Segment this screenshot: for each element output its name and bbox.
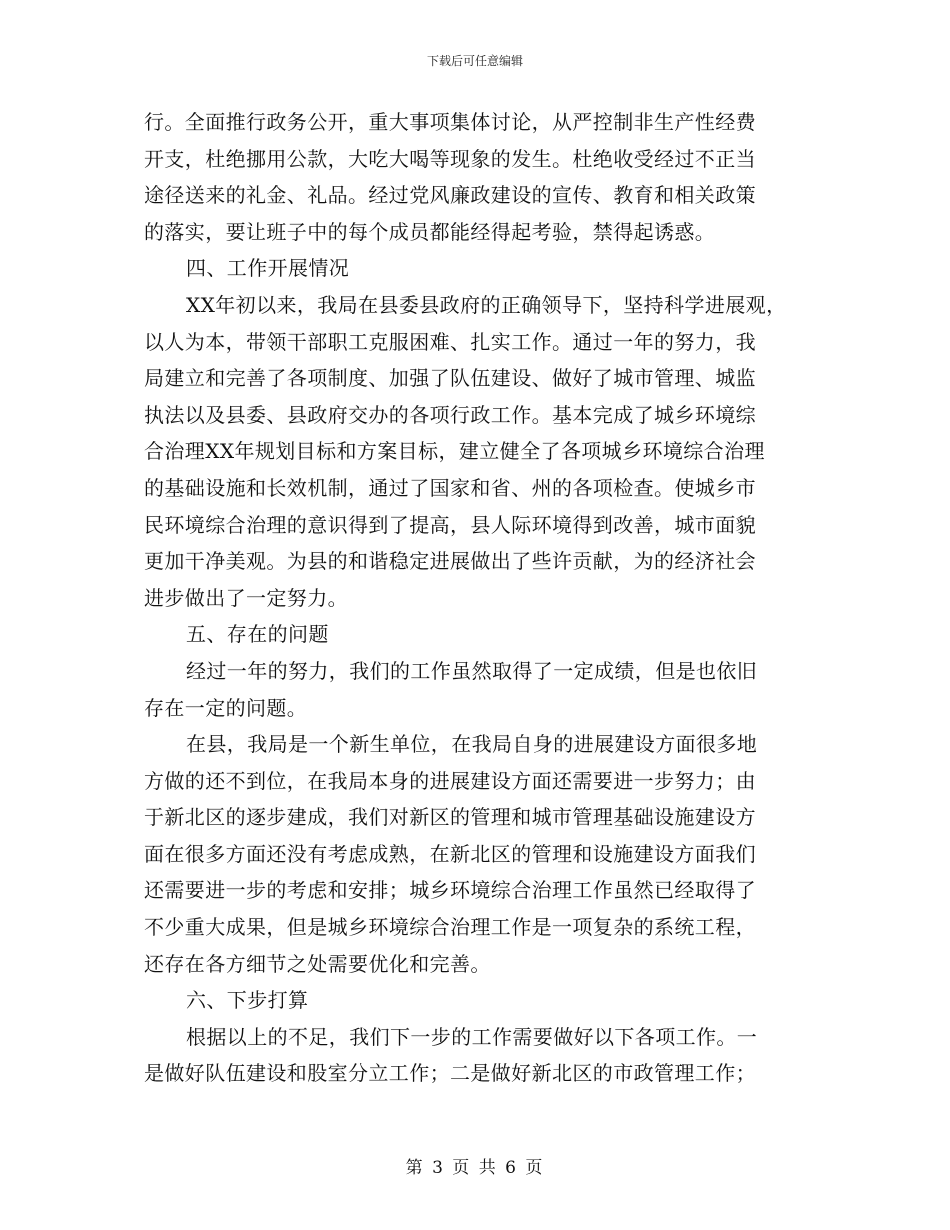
paragraph-line: 开支，杜绝挪用公款，大吃大喝等现象的发生。杜绝收受经过不正当 (144, 146, 756, 171)
paragraph-line: 是做好队伍建设和股室分立工作；二是做好新北区的市政管理工作； (144, 1061, 756, 1086)
paragraph-line: 局建立和完善了各项制度、加强了队伍建设、做好了城市管理、城监 (144, 366, 756, 391)
paragraph-line: 还存在各方细节之处需要优化和完善。 (144, 951, 491, 976)
paragraph-line: 进步做出了一定努力。 (144, 585, 348, 610)
paragraph-line: XX年初以来，我局在县委县政府的正确领导下，坚持科学进展观， (186, 292, 787, 317)
paragraph-line: 存在一定的问题。 (144, 695, 308, 720)
paragraph-line: 执法以及县委、县政府交办的各项行政工作。基本完成了城乡环境综 (144, 402, 756, 427)
paragraph-line: 的落实，要让班子中的每个成员都能经得起考验，禁得起诱惑。 (144, 219, 716, 244)
document-body (144, 104, 808, 1092)
paragraph-line: 不少重大成果，但是城乡环境综合治理工作是一项复杂的系统工程， (144, 915, 756, 940)
paragraph-line: 的基础设施和长效机制，通过了国家和省、州的各项检查。使城乡市 (144, 475, 756, 500)
page-header: 下载后可任意编辑 (426, 54, 523, 68)
paragraph-line: 更加干净美观。为县的和谐稳定进展做出了些许贡献，为的经济社会 (144, 549, 756, 574)
paragraph-line: 还需要进一步的考虑和安排；城乡环境综合治理工作虽然已经取得了 (144, 878, 756, 903)
section-heading: 六、下步打算 (186, 988, 309, 1013)
section-heading: 五、存在的问题 (186, 622, 329, 647)
paragraph-line: 根据以上的不足，我们下一步的工作需要做好以下各项工作。一 (186, 1024, 758, 1049)
paragraph-line: 行。全面推行政务公开，重大事项集体讨论，从严控制非生产性经费 (144, 110, 756, 134)
paragraph-line: 途径送来的礼金、礼品。经过党风廉政建设的宣传、教育和相关政策 (144, 183, 756, 208)
paragraph-line: 在县，我局是一个新生单位，在我局自身的进展建设方面很多地 (186, 732, 758, 757)
paragraph-line: 方做的还不到位，在我局本身的进展建设方面还需要进一步努力；由 (144, 768, 756, 793)
paragraph-line: 民环境综合治理的意识得到了提高，县人际环境得到改善，城市面貌 (144, 512, 756, 537)
paragraph-line: 以人为本，带领干部职工克服困难、扎实工作。通过一年的努力，我 (144, 329, 756, 354)
paragraph-line: 经过一年的努力，我们的工作虽然取得了一定成绩，但是也依旧 (186, 658, 758, 683)
paragraph-line: 合治理XX年规划目标和方案目标，建立健全了各项城乡环境综合治理 (144, 439, 765, 464)
section-heading: 四、工作开展情况 (186, 256, 350, 281)
paragraph-line: 面在很多方面还没有考虑成熟，在新北区的管理和设施建设方面我们 (144, 841, 756, 866)
page-number-footer: 第 3 页 共 6 页 (405, 1158, 545, 1178)
paragraph-line: 于新北区的逐步建成，我们对新区的管理和城市管理基础设施建设方 (144, 805, 756, 830)
